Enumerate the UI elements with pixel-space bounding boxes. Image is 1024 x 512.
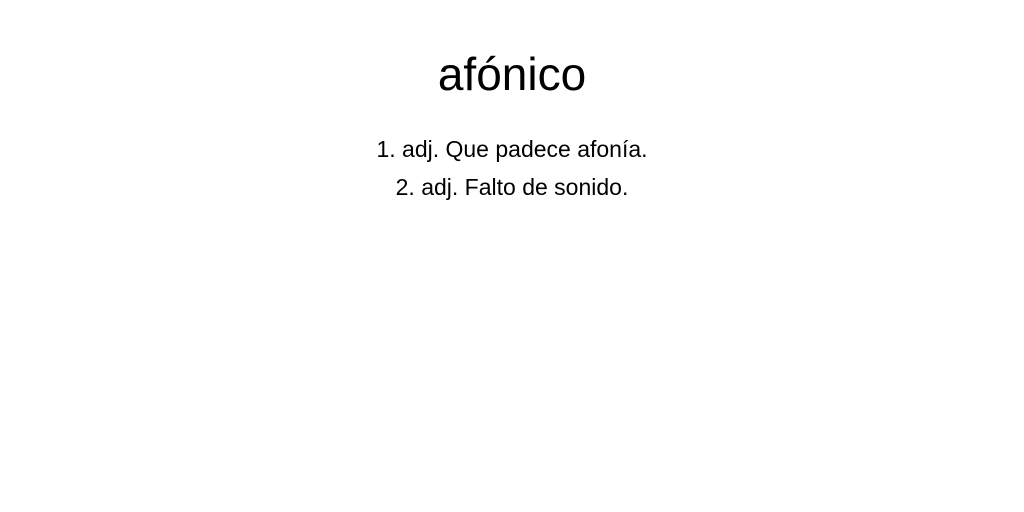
definition-item-2: 2. adj. Falto de sonido. (395, 174, 629, 200)
definition-item-1: 1. adj. Que padece afonía. (376, 136, 648, 162)
entry-headword: afónico (437, 48, 587, 100)
definition-list (0, 130, 1024, 206)
